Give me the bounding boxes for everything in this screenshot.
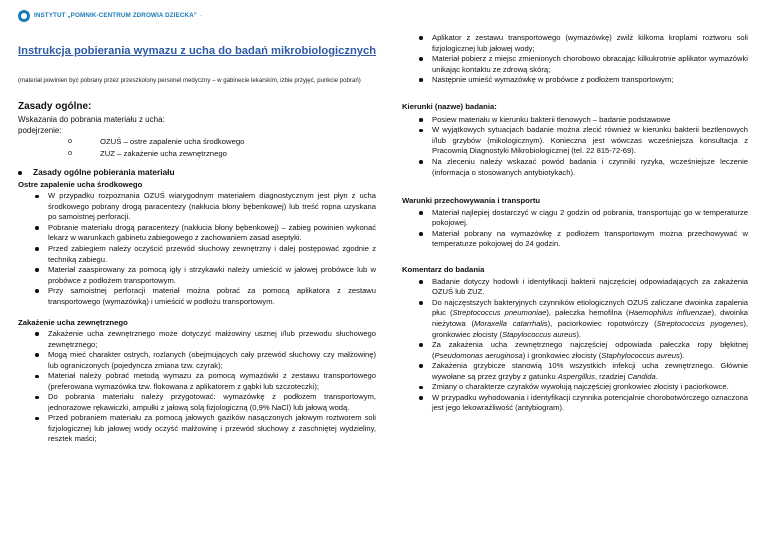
list-item: W przypadku rozpoznania OZUŚ wiarygodnym materiałem diagnostycznym jest płyn z ucha środkowego pobrany drogą paracentezy (nakłucia błony bębenkowej) lub treść ropna uzyskana po samoistnej perforacji.	[18, 191, 376, 223]
list-item: Mogą mieć charakter ostrych, rozlanych (obejmujących cały przewód słuchowy czy małżowinę) lub ograniczonych (pojedyncza zmiana tzw. czyrak);	[18, 350, 376, 371]
institute-logo	[18, 9, 202, 23]
list-item: Do pobrania materiału należy przygotować: wymazówkę z podłożem transportowym, jednorazowe rękawiczki, ampułki z jałową solą fizjologiczną (0,9% NaCl) lub jałową wodą.	[18, 392, 376, 413]
ozus-list	[18, 191, 376, 307]
list-item: o ZUZ – zakażenie ucha zewnętrznego	[18, 148, 376, 159]
general-rules-heading: Zasady ogólne:	[18, 101, 92, 112]
indications-label: Wskazania do pobrania materiału z ucha:	[18, 115, 165, 124]
institute-name: INSTYTUT „POMNIK-CENTRUM ZDROWIA DZIECKA” -	[34, 11, 203, 19]
list-item: Następnie umieść wymazówkę w probówce z podłożem transportowym;	[402, 75, 748, 86]
list-item: Materiał należy pobrać metodą wymazu za pomocą wymazówki z zestawu transportowego (preferowana wymazówka tzw. flokowana z aplikatorem z gąbki lub szczoteczki);	[18, 371, 376, 392]
list-item: o OZUŚ – ostre zapalenie ucha środkowego	[18, 136, 376, 147]
zuz-heading: Zakażenie ucha zewnętrznego	[18, 318, 128, 328]
personnel-note: (materiał powinien być pobrany przez przeszkolony personel medyczny – w gabinecie lekarskim, izbie przyjęć, punkcie pobrań)	[18, 77, 361, 84]
directions-list	[402, 115, 748, 178]
list-item: Zakażenie ucha zewnętrznego może dotyczyć małżowiny usznej i/lub przewodu słuchowego zewnętrznego;	[18, 329, 376, 350]
suspicion-list	[18, 136, 376, 158]
list-item: Za zakażenia ucha zewnętrznego najczęściej odpowiada pałeczka ropy błękitnej (Pseudomonas aeruginosa) i gronkowiec złocisty (Staphylococcus aureus).	[402, 340, 748, 361]
list-item: W przypadku wyhodowania i identyfikacji czynnika potencjalnie chorobotwórczego oznaczona jest jego lekowrażliwość (antybiogram).	[402, 393, 748, 414]
list-item: Posiew materiału w kierunku bakterii tlenowych – badanie podstawowe	[402, 115, 748, 126]
list-item: W wyjątkowych sytuacjach badanie można zlecić również w kierunku bakterii beztlenowych i/lub grzybów (mikologicznym). Konieczna jest wówczas wcześniejsza konsultacja z Pracownią Diagnostyki Mikrobiologicznej (tel. 22 815-72-69).	[402, 125, 748, 157]
list-item: Materiał najlepiej dostarczyć w ciągu 2 godzin od pobrania, transportując go w temperaturze pokojowej.	[402, 208, 748, 229]
suspicion-label: podejrzenie:	[18, 126, 62, 136]
swab-steps-list	[402, 33, 748, 86]
zuz-list	[18, 329, 376, 445]
list-item: Przy samoistnej perforacji materiał można pobrać za pomocą aplikatora z zestawu transportowego (wymazówką) i umieścić w podłożu transportowym.	[18, 286, 376, 307]
list-item: Przed pobraniem materiału za pomocą jałowych gazików nasączonych jałowym roztworem soli fizjologicznej lub jałowej wody oczyść małżowinę i przewód słuchowy z zaschniętej wydzieliny, resztek maści;	[18, 413, 376, 445]
ozus-heading: Ostre zapalenie ucha środkowego	[18, 180, 143, 190]
directions-heading: Kierunki (nazwe) badania:	[402, 102, 497, 111]
bullet-icon	[18, 171, 22, 175]
list-item: Pobranie materiału drogą paracentezy (nakłucia błony bębenkowej) – zabieg powinien wykonać lekarz w warunkach gabinetu zabiegowego z zachowaniem zasad aseptyki.	[18, 223, 376, 244]
document-title: Instrukcja pobierania wymazu z ucha do badań mikrobiologicznych	[18, 45, 377, 57]
list-item: Do najczęstszych bakteryjnych czynników etiologicznych OZUŚ zaliczane dwoinka zapalenia płuc (Streptococcus pneumoniae), pałeczka hemofilna (Haemophilus influenzae), dwoinka nieżytowa (Moraxella catarrhalis), paciorkowiec ropotwórczy (Streptococcus pyogenes), gronkowiec złocisty (Stapylococcus aureus).	[402, 298, 748, 340]
directions-section	[402, 102, 748, 178]
list-item: Materiał pobrany na wymazówkę z podłożem transportowym można przechowywać w temperaturze pokojowej do 24 godzin.	[402, 229, 748, 250]
collection-section	[18, 167, 376, 445]
list-item: Materiał zaaspirowany za pomocą igły i strzykawki należy umieścić w jałowej probówce lub w probówce z podłożem transportowym.	[18, 265, 376, 286]
list-item: Zmiany o charakterze czyraków wywołują najczęściej gronkowiec złocisty i paciorkowce.	[402, 382, 748, 393]
list-item: Badanie dotyczy hodowli i identyfikacji bakterii najczęściej odpowiadających za zakażenia OZUŚ lub ZUZ.	[402, 277, 748, 298]
comment-section	[402, 265, 748, 414]
transport-section	[402, 196, 748, 250]
institute-logo-icon	[18, 10, 30, 22]
list-item: Materiał pobierz z miejsc zmienionych chorobowo obracając kilkukrotnie aplikator wymazówki unikając kontaktu ze zdrową skórą;	[402, 54, 748, 75]
swab-steps-section	[402, 33, 748, 86]
comment-list	[402, 277, 748, 414]
transport-list	[402, 208, 748, 250]
list-item: Przed zabiegiem należy oczyścić przewód słuchowy zewnętrzny i dalej postępować zgodnie z techniką zabiegu.	[18, 244, 376, 265]
general-rules-section	[18, 114, 376, 159]
transport-heading: Warunki przechowywania i transportu	[402, 196, 541, 205]
list-item: Aplikator z zestawu transportowego (wymazówkę) zwilż kilkoma kroplami roztworu soli fizjologicznej lub jałowej wody;	[402, 33, 748, 54]
list-item: Na zleceniu należy wskazać powód badania i czynniki ryzyka, wcześniejsze leczenie (informacja o stosowanych antybiotykach).	[402, 157, 748, 178]
collection-heading: Zasady ogólne pobierania materiału	[18, 167, 376, 178]
comment-heading: Komentarz do badania	[402, 265, 485, 274]
list-item: Zakażenia grzybicze stanowią 10% wszystkich infekcji ucha zewnętrznego. Głównie wywołane są przez grzyby z gatunku Aspergillus, rzadziej Candida.	[402, 361, 748, 382]
